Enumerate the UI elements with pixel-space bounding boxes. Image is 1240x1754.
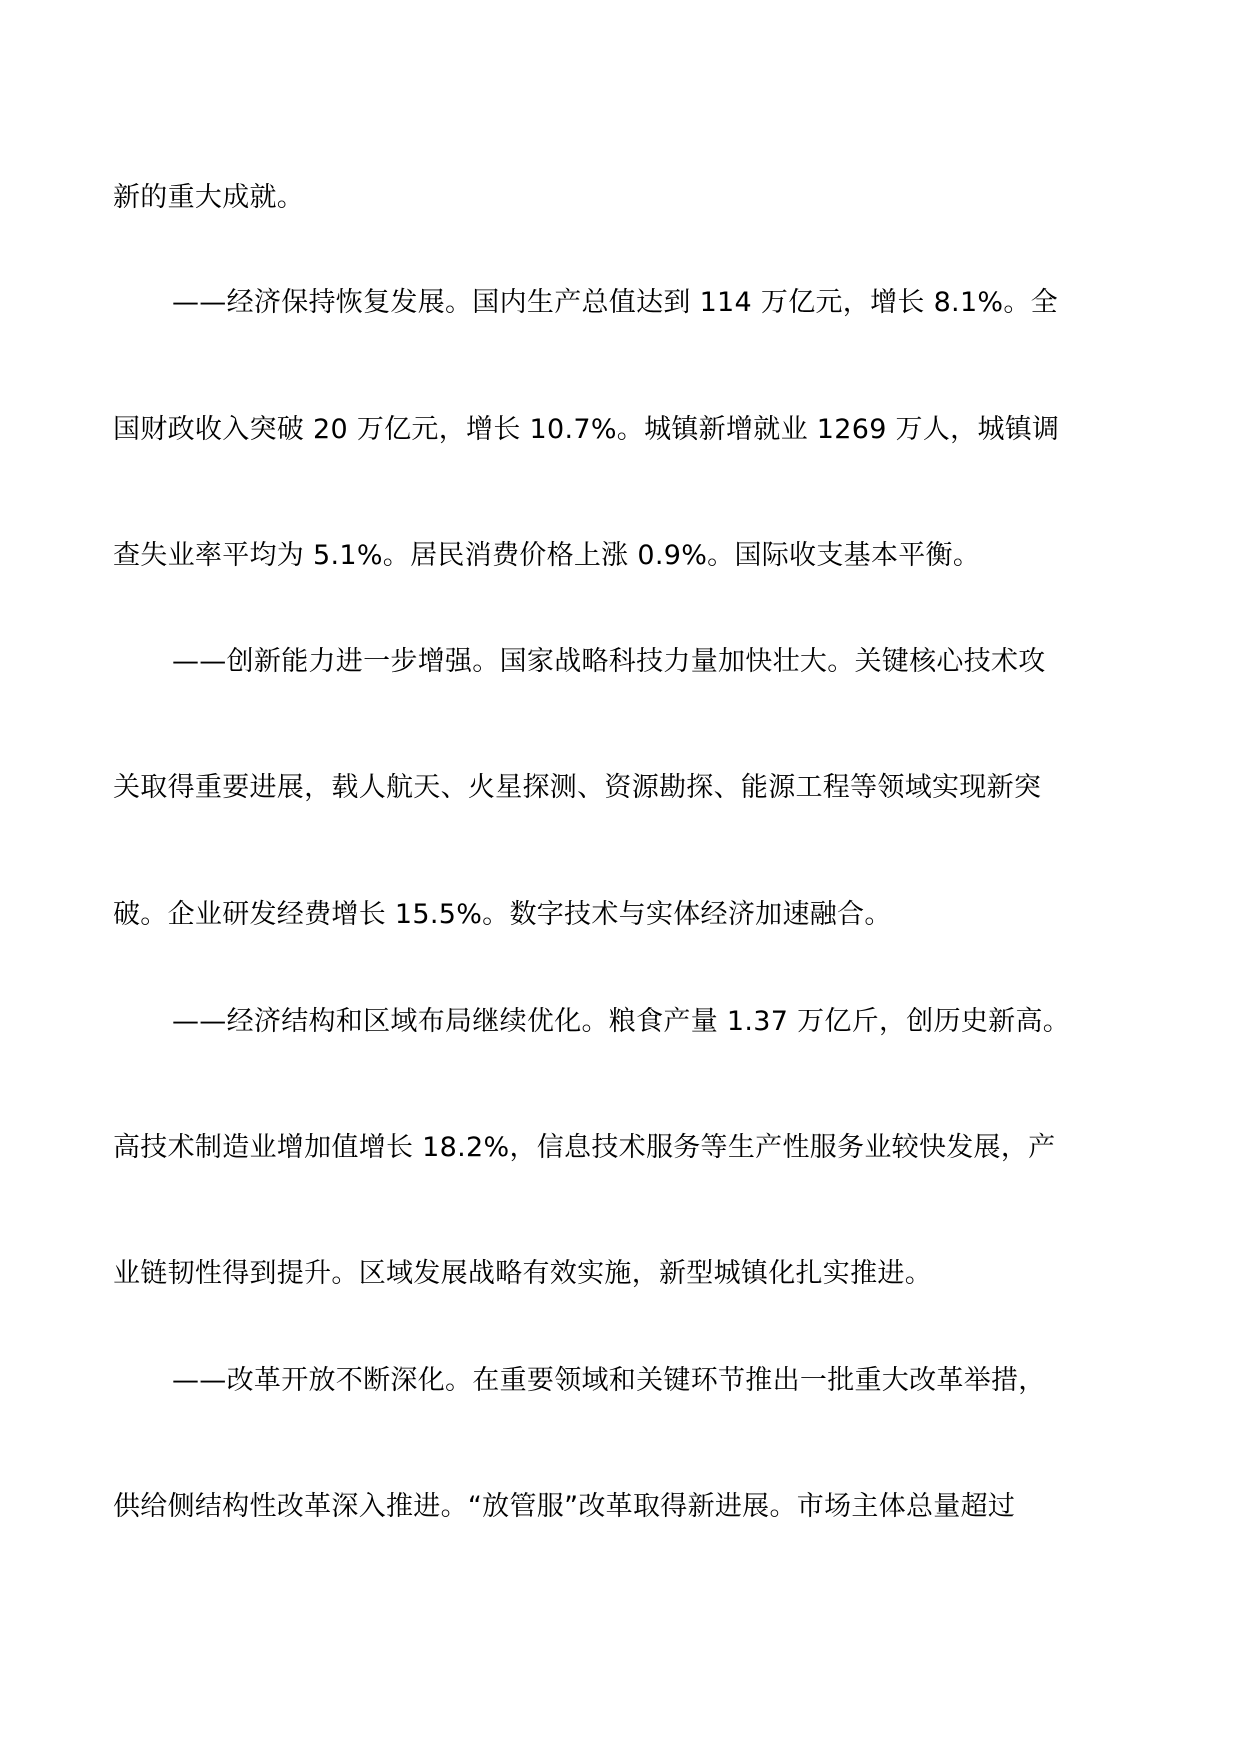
paragraph-line: ——经济保持恢复发展。国内生产总值达到 114 万亿元，增长 8.1%。全: [172, 287, 1058, 318]
paragraph-line: 查失业率平均为 5.1%。居民消费价格上涨 0.9%。国际收支基本平衡。: [113, 540, 981, 571]
paragraph-line: ——经济结构和区域布局继续优化。粮食产量 1.37 万亿斤，创历史新高。: [172, 1006, 1071, 1037]
paragraph-line: 新的重大成就。: [113, 182, 305, 213]
paragraph-line: 业链韧性得到提升。区域发展战略有效实施，新型城镇化扎实推进。: [113, 1258, 932, 1289]
paragraph-line: 国财政收入突破 20 万亿元，增长 10.7%。城镇新增就业 1269 万人，城镇调: [113, 414, 1060, 445]
paragraph-line: ——改革开放不断深化。在重要领域和关键环节推出一批重大改革举措，: [172, 1365, 1046, 1396]
paragraph-line: 高技术制造业增加值增长 18.2%，信息技术服务等生产性服务业较快发展，产: [113, 1132, 1056, 1163]
paragraph-line: 供给侧结构性改革深入推进。“放管服”改革取得新进展。市场主体总量超过: [113, 1491, 1016, 1522]
paragraph-line: ——创新能力进一步增强。国家战略科技力量加快壮大。关键核心技术攻: [172, 646, 1046, 677]
paragraph-line: 破。企业研发经费增长 15.5%。数字技术与实体经济加速融合。: [113, 899, 892, 930]
paragraph-line: 关取得重要进展，载人航天、火星探测、资源勘探、能源工程等领域实现新突: [113, 772, 1042, 803]
